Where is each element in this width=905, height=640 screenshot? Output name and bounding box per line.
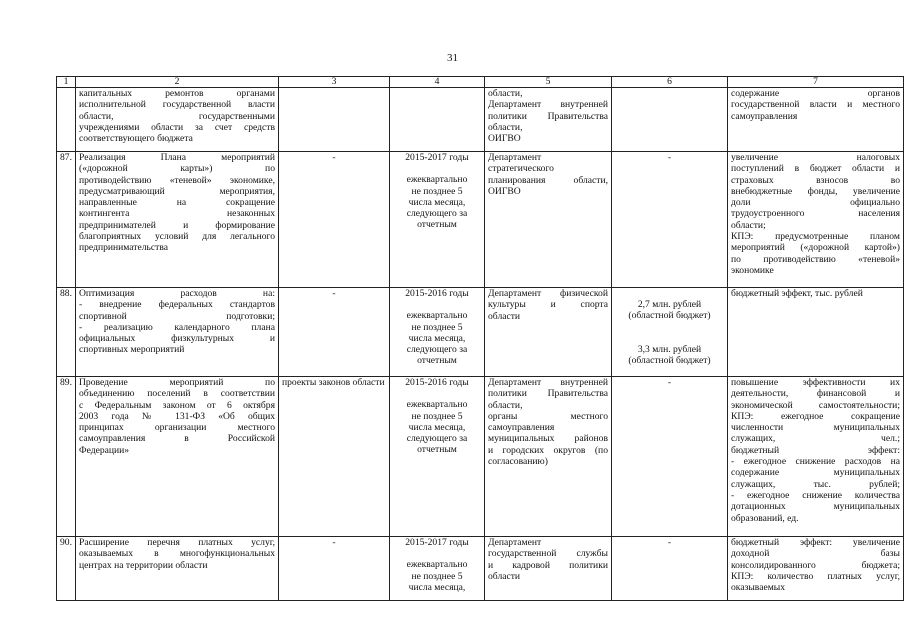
cell-line: Департамент внутренней [488,377,608,388]
cell-line: самоуправления [731,110,798,122]
cell-line: 2015-2017 годы [405,537,469,548]
cell-line: трудоустроенного населения [731,208,900,220]
deadline-cell [390,88,485,152]
cell-line: культуры и спорта [488,299,608,311]
responsible-cell [485,152,612,288]
cell-line [393,388,481,399]
funding-line: 3,3 млн. рублей [637,343,702,355]
header-cell: 1 [57,77,76,88]
cell-line: не позднее 5 [411,185,463,197]
cell-line: поступлений в бюджет области и [731,163,900,175]
cell-line: оказываемых [731,582,786,594]
table-row [57,377,904,537]
cell-line: ежеквартально [406,559,468,571]
legal-act-cell: - [279,288,390,377]
cell-line: внебюджетные фонды, увеличение [731,185,900,197]
deadline-cell [390,288,485,377]
cell-line: отчетным [417,355,457,367]
cell-line: - ежегодное снижение расходов на [731,456,900,468]
cell-line: числа месяца, [408,581,466,593]
cell-line: Департамент [488,537,542,548]
cell-line: Федерации» [79,444,130,456]
funding-cell [612,152,728,288]
cell-line: числа месяца, [408,421,466,433]
cell-line: консолидированного бюджета; [731,559,900,571]
cell-line [393,548,481,559]
cell-line: предпринимательства [79,242,169,254]
expected-result-cell [728,377,904,537]
cell-line: служащих, тыс. рублей; [731,478,900,490]
cell-line: области [488,310,521,322]
responsible-cell [485,88,612,152]
header-cell: 4 [390,77,485,88]
cell-line: увеличение налоговых [731,152,900,163]
header-cell: 7 [728,77,904,88]
cell-line: 2003 года № 131-ФЗ «Об общих [79,410,275,422]
cell-line: официальных физкультурных и [79,333,275,345]
cell-line: предпринимателей и формирование [79,219,275,231]
cell-line: численности муниципальных [731,422,900,434]
cell-line: - [667,377,672,388]
cell-line: - [667,537,672,548]
funding-line: 2,7 млн. рублей [637,299,702,310]
cell-line: числа месяца, [408,196,466,208]
cell-line: центрах на территории области [79,559,208,571]
funding-line: (областной бюджет) [628,354,711,366]
legal-act-cell: проекты законов области [279,377,390,537]
cell-line: ОИГВО [488,185,521,197]
cell-line: принципах организации местного [79,422,275,434]
cell-line: политики Правительства [488,110,608,122]
cell-line: Департамент [488,152,542,163]
funding-cell [612,88,728,152]
expected-result-cell [728,537,904,601]
deadline-cell [390,537,485,601]
cell-line: («дорожной карты») по [79,163,275,175]
cell-line: спортивных мероприятий [79,344,185,356]
item-number-cell: 88. [57,288,76,377]
page-number: 31 [447,52,458,64]
measure-description-cell [76,152,279,288]
cell-line: Проведение мероприятий по [79,377,275,388]
cell-line: государственной власти и местного [731,99,900,111]
cell-line: доходной базы [731,548,900,560]
cell-line: спортивной подготовки; [79,310,275,322]
cell-line: доли официально [731,197,900,209]
cell-line: - [667,152,672,163]
cell-line: согласованию) [488,456,548,468]
cell-line: следующего за [406,344,468,356]
cell-line: соответствующего бюджета [79,133,193,145]
funding-line: (областной бюджет) [628,310,711,322]
cell-line: дотационных муниципальных [731,501,900,513]
cell-line: Расширение перечня платных услуг, [79,537,275,548]
deadline-cell [390,377,485,537]
cell-line: муниципальных районов [488,433,608,445]
cell-line: не позднее 5 [411,410,463,422]
cell-line: следующего за [406,208,468,220]
cell-line: бюджетный эффект: увеличение [731,537,900,548]
cell-line: повышение эффективности их [731,377,900,388]
cell-line: контингента незаконных [79,208,275,220]
item-number-cell: 90. [57,537,76,601]
header-row [57,77,904,88]
deadline-cell [390,152,485,288]
cell-line: Оптимизация расходов на: [79,288,275,299]
header-cell: 5 [485,77,612,88]
measure-description-cell [76,377,279,537]
table-row [57,88,904,152]
cell-line: предусматривающий мероприятия, [79,185,275,197]
cell-line: самоуправления [488,422,555,434]
cell-line: не позднее 5 [411,321,463,333]
cell-line: капитальных ремонтов органами [79,88,275,99]
cell-line: 2015-2016 годы [405,288,469,299]
table-row [57,537,904,601]
cell-line: ежеквартально [406,174,468,186]
cell-line: стратегического [488,163,554,175]
cell-line: ежеквартально [406,399,468,411]
responsible-cell [485,288,612,377]
cell-line: отчетным [417,219,457,231]
cell-line: благоприятных условий для легального [79,231,275,243]
cell-line: области, государственными [79,110,275,122]
cell-line: по противодействию «теневой» [731,253,900,265]
cell-line: содержание муниципальных [731,467,900,479]
cell-line: самоуправления в Российской [79,433,275,445]
cell-line: бюджетный эффект, тыс. рублей [731,288,863,299]
cell-line: Реализация Плана мероприятий [79,152,275,163]
cell-line: государственной службы [488,548,608,560]
cell-line: 2015-2016 годы [405,377,469,388]
cell-line: противодействию «теневой» экономике, [79,174,275,186]
cell-line: служащих, чел.; [731,433,900,445]
funding-cell [612,537,728,601]
cell-line: Департамент внутренней [488,99,608,111]
cell-line: КПЭ: количество платных услуг, [731,570,900,582]
measure-description-cell [76,88,279,152]
cell-line: политики Правительства [488,388,608,400]
cell-line: - внедрение федеральных стандартов [79,299,275,311]
cell-line: направленные на сокращение [79,197,275,209]
cell-line: 2015-2017 годы [405,152,469,163]
cell-line: деятельности, финансовой и [731,388,900,400]
cell-line: области [488,570,521,582]
cell-line [393,299,481,310]
cell-line: Департамент физической [488,288,608,299]
cell-line: и кадровой политики [488,559,608,571]
cell-line: исполнительной государственной власти [79,99,275,111]
cell-line: КПЭ: ежегодное сокращение [731,410,900,422]
legal-act-cell [279,88,390,152]
funding-cell [612,377,728,537]
cell-line: бюджетный эффект: [731,444,900,456]
cell-line: экономической самостоятельности; [731,399,900,411]
expected-result-cell [728,152,904,288]
cell-line: объединению поселений в соответствии [79,388,275,400]
cell-line: учреждениями области за счет средств [79,121,275,133]
expected-result-cell [728,288,904,377]
cell-line: содержание органов [731,88,900,99]
header-cell: 2 [76,77,279,88]
cell-line [393,163,481,174]
funding-cell [612,288,728,377]
cell-line: оказываемых в многофункциональных [79,548,275,560]
item-number-cell [57,88,76,152]
table-row [57,288,904,377]
responsible-cell [485,377,612,537]
measure-description-cell [76,537,279,601]
cell-line: с Федеральным законом от 6 октября [79,399,275,411]
cell-line: отчетным [417,444,457,456]
responsible-cell [485,537,612,601]
cell-line: ОИГВО [488,133,521,145]
item-number-cell: 89. [57,377,76,537]
cell-line: области, [488,88,523,99]
measures-table [56,76,904,601]
cell-line: - реализацию календарного плана [79,321,275,333]
header-cell: 3 [279,77,390,88]
cell-line: органы местного [488,410,608,422]
cell-line: - ежегодное снижение количества [731,489,900,501]
cell-line: экономике [731,264,774,276]
cell-line: ежеквартально [406,310,468,322]
legal-act-cell: - [279,152,390,288]
cell-line: области, [488,121,523,133]
expected-result-cell [728,88,904,152]
cell-line: планирования области, [488,174,608,186]
cell-line: области, [488,399,523,411]
cell-line: числа месяца, [408,332,466,344]
table-row [57,152,904,288]
header-cell: 6 [612,77,728,88]
cell-line: образований, ед. [731,512,799,524]
cell-line: мероприятий («дорожной картой») [731,242,900,254]
item-number-cell: 87. [57,152,76,288]
cell-line: и городских округов (по [488,444,608,456]
cell-line: страховых взносов во [731,174,900,186]
measure-description-cell [76,288,279,377]
cell-line: КПЭ: предусмотренные планом [731,231,900,243]
legal-act-cell: - [279,537,390,601]
cell-line: следующего за [406,433,468,445]
cell-line: не позднее 5 [411,570,463,582]
cell-line: области; [731,219,766,231]
